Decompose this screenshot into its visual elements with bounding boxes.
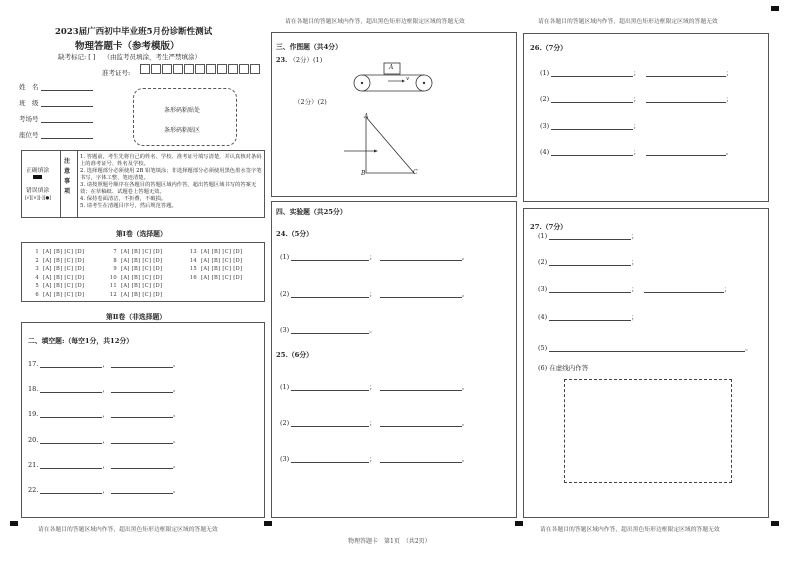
- absent-label: 缺考标记:: [58, 53, 87, 61]
- choice-row[interactable]: [188, 275, 242, 281]
- q27-blank-2[interactable]: (2) ；: [538, 258, 638, 266]
- choice-options[interactable]: [A] [B] [C] [D]: [201, 249, 243, 255]
- exam-title: 2023届广西初中毕业班5月份诊断性测试: [55, 27, 213, 37]
- choice-options[interactable]: [A] [B] [C] [D]: [201, 266, 243, 272]
- drawing-box: [271, 32, 517, 197]
- q27-title: 27.（7分）: [530, 223, 567, 231]
- q26-blank-1[interactable]: (1) ； ；: [540, 69, 733, 77]
- fig1-block-label: A: [389, 64, 394, 71]
- exam-no-grid[interactable]: [140, 64, 261, 76]
- prism-label-a: A: [364, 113, 369, 120]
- field-seat[interactable]: 座位号: [19, 130, 93, 139]
- q24-blank-1[interactable]: (1) ； 。: [280, 253, 469, 261]
- drawing-title: 三、作图题（共4分）: [276, 43, 342, 51]
- q25-blank-1[interactable]: (1) ； 。: [280, 383, 469, 391]
- choice-row[interactable]: [30, 258, 84, 264]
- choice-row[interactable]: [30, 266, 84, 272]
- q26-title: 26.（7分）: [530, 44, 567, 52]
- choice-options[interactable]: [A] [B] [C] [D]: [43, 249, 85, 255]
- q24-blank-2[interactable]: (2) ； 。: [280, 290, 469, 298]
- wrong-fill-sample: [√][×][-][●]: [25, 196, 52, 201]
- note-2: 2. 选择题部分必须使用 2B 铅笔填涂；非选择题部分必须使用黑色墨水签字笔书写，字体工整、笔迹清楚。: [80, 168, 262, 181]
- corner-mark-bottom-mid2: [515, 521, 523, 526]
- q23-part2-label: （2分）(2): [294, 98, 327, 106]
- field-name[interactable]: 姓 名: [19, 82, 93, 91]
- q27-box: [523, 208, 769, 518]
- choice-number: 1: [35, 249, 39, 255]
- choice-grid: [21, 242, 265, 302]
- choice-number: 7: [113, 249, 117, 255]
- top-warning-mid: 请在各题目的答题区域内作答，超出黑色矩形边框限定区域的答题无效: [285, 19, 465, 25]
- field-class[interactable]: 班 级: [19, 98, 93, 107]
- corner-mark-bottom-right: [771, 521, 779, 526]
- choice-row[interactable]: [188, 258, 242, 264]
- choice-row[interactable]: [108, 283, 162, 289]
- bottom-warning-right: 请在各题目的答题区域内作答，超出黑色矩形边框限定区域的答题无效: [540, 527, 720, 533]
- note-3: 3. 请按照题号顺序在各题目的答题区域内作答，超出答题区域书写的答案无效；在草稿纸、试题卷上答题无效。: [80, 182, 257, 195]
- choice-options[interactable]: [A] [B] [C] [D]: [121, 291, 163, 298]
- choice-number: 9: [113, 266, 117, 272]
- q25-title: 25.（6分）: [276, 351, 313, 359]
- prism-figure[interactable]: [344, 113, 424, 179]
- q23-label: 23. （2分）(1): [276, 56, 323, 64]
- choice-options[interactable]: [A] [B] [C] [D]: [201, 274, 243, 281]
- barcode-label-1: 条形码粘贴处: [164, 107, 201, 114]
- blank-22[interactable]: 22. ， 。: [28, 486, 180, 494]
- blank-19[interactable]: 19. ， 。: [28, 410, 180, 418]
- blank-21[interactable]: 21. ， 。: [28, 461, 180, 469]
- choice-number: 4: [35, 274, 39, 281]
- conveyor-figure[interactable]: [350, 59, 440, 95]
- choice-number: 16: [189, 274, 197, 281]
- prism-label-c: C: [413, 169, 418, 176]
- instructions-box: [21, 150, 265, 218]
- blank-18[interactable]: 18. ， 。: [28, 385, 180, 393]
- choice-row[interactable]: [108, 292, 162, 298]
- choice-number: 15: [189, 266, 197, 272]
- q26-blank-4[interactable]: (4) ； 。: [540, 148, 733, 156]
- q27-blank-5[interactable]: (5) 。: [538, 344, 752, 352]
- notes-title: 注意事项: [64, 158, 71, 195]
- q26-box: [523, 33, 769, 202]
- choice-number: 12: [109, 291, 117, 298]
- experiment-box: [271, 201, 517, 518]
- barcode-area: [133, 88, 237, 146]
- q27-draw-label: (6) 在虚线内作答: [538, 364, 589, 372]
- fill-blank-title: 二、填空题:（每空1分，共12分）: [28, 337, 134, 345]
- choice-row[interactable]: [30, 283, 84, 289]
- q27-blank-1[interactable]: (1) ；: [538, 232, 638, 240]
- fig1-velocity-label: v: [406, 76, 410, 82]
- choice-options[interactable]: [A] [B] [C] [D]: [43, 291, 85, 298]
- page-footer: 物理答题卡 第1页 （共2页）: [348, 538, 431, 545]
- corner-mark-bottom-left: [10, 521, 18, 526]
- choice-number: 2: [35, 257, 39, 264]
- blank-17[interactable]: 17. ， 。: [28, 360, 180, 368]
- choice-number: 10: [109, 274, 117, 281]
- choice-number: 11: [109, 283, 117, 289]
- top-warning-right: 请在各题目的答题区域内作答，超出黑色矩形边框限定区域的答题无效: [538, 19, 718, 25]
- wrong-fill-label: 错误填涂: [26, 188, 50, 194]
- q26-blank-2[interactable]: (2) ； ；: [540, 95, 733, 103]
- q24-title: 24.（5分）: [276, 230, 313, 238]
- choice-row[interactable]: [30, 249, 84, 255]
- blank-20[interactable]: 20. ， 。: [28, 436, 180, 444]
- choice-options[interactable]: [A] [B] [C] [D]: [43, 266, 85, 272]
- q25-blank-2[interactable]: (2) ； 。: [280, 419, 469, 427]
- choice-row[interactable]: [30, 292, 84, 298]
- correct-fill-sample: [33, 175, 42, 179]
- section2-title: 第Ⅱ卷（非选择题）: [106, 313, 167, 321]
- choice-row[interactable]: [108, 249, 162, 255]
- q27-blank-3[interactable]: (3) ； ；: [538, 285, 731, 293]
- note-5: 5. 请考生在清题目序号，然后规范答题。: [80, 203, 177, 209]
- q27-draw-area[interactable]: [564, 379, 732, 483]
- choice-options[interactable]: [A] [B] [C] [D]: [121, 249, 163, 255]
- q26-blank-3[interactable]: (3) ；: [540, 122, 640, 130]
- exam-no-label: 准考证号:: [102, 69, 131, 77]
- prism-label-b: B: [361, 170, 366, 177]
- choice-row[interactable]: [108, 266, 162, 272]
- choice-options[interactable]: [A] [B] [C] [D]: [201, 257, 243, 264]
- choice-number: 3: [35, 266, 39, 272]
- q25-blank-3[interactable]: (3) ； 。: [280, 455, 469, 463]
- barcode-label-2: 条形码粘贴区: [164, 127, 201, 134]
- choice-row[interactable]: [188, 266, 242, 272]
- section1-title: 第Ⅰ卷（选择题）: [116, 230, 167, 238]
- choice-number: 8: [113, 257, 117, 264]
- corner-mark-bottom-mid: [264, 521, 272, 526]
- card-subtitle: 物理答题卡（参考模版）: [75, 41, 180, 52]
- notes-list: [80, 154, 262, 210]
- choice-options[interactable]: [A] [B] [C] [D]: [43, 274, 85, 281]
- choice-row[interactable]: [108, 258, 162, 264]
- note-4: 4. 保持卷面清洁，不折叠，不破损。: [80, 196, 167, 202]
- fill-blank-box: [21, 322, 265, 518]
- choice-number: 5: [35, 283, 39, 289]
- correct-fill-label: 正确填涂: [26, 168, 50, 174]
- absent-note: （由监考员填涂，考生严禁填涂）: [103, 53, 201, 61]
- q27-blank-4[interactable]: (4) ；: [538, 313, 638, 321]
- choice-row[interactable]: [30, 275, 84, 281]
- choice-options[interactable]: [A] [B] [C] [D]: [121, 266, 163, 272]
- note-1: 1. 答题前，考生先将自己的姓名、学校、准考证号填写清楚，并认真核对条码上的准考证号、姓名及学校。: [80, 154, 262, 167]
- bottom-warning-left: 请在各题目的答题区域内作答，超出黑色矩形边框限定区域的答题无效: [38, 527, 218, 533]
- choice-options[interactable]: [A] [B] [C] [D]: [43, 283, 85, 289]
- absent-mark-row: [58, 52, 201, 61]
- field-room[interactable]: 考场号: [19, 114, 93, 123]
- choice-row[interactable]: [108, 275, 162, 281]
- choice-row[interactable]: [188, 249, 242, 255]
- choice-options[interactable]: [A] [B] [C] [D]: [121, 274, 163, 281]
- choice-number: 14: [189, 257, 197, 264]
- experiment-title: 四、实验题（共25分）: [276, 208, 347, 216]
- choice-number: 13: [189, 249, 197, 255]
- choice-options[interactable]: [A] [B] [C] [D]: [121, 257, 163, 264]
- absent-box[interactable]: [ ]: [88, 53, 96, 61]
- q24-blank-3[interactable]: (3) 。: [280, 326, 376, 334]
- choice-number: 6: [35, 291, 39, 298]
- choice-options[interactable]: [A] [B] [C] [D]: [43, 257, 85, 264]
- corner-mark-top-right: [771, 6, 779, 11]
- choice-options[interactable]: [A] [B] [C] [D]: [121, 283, 163, 289]
